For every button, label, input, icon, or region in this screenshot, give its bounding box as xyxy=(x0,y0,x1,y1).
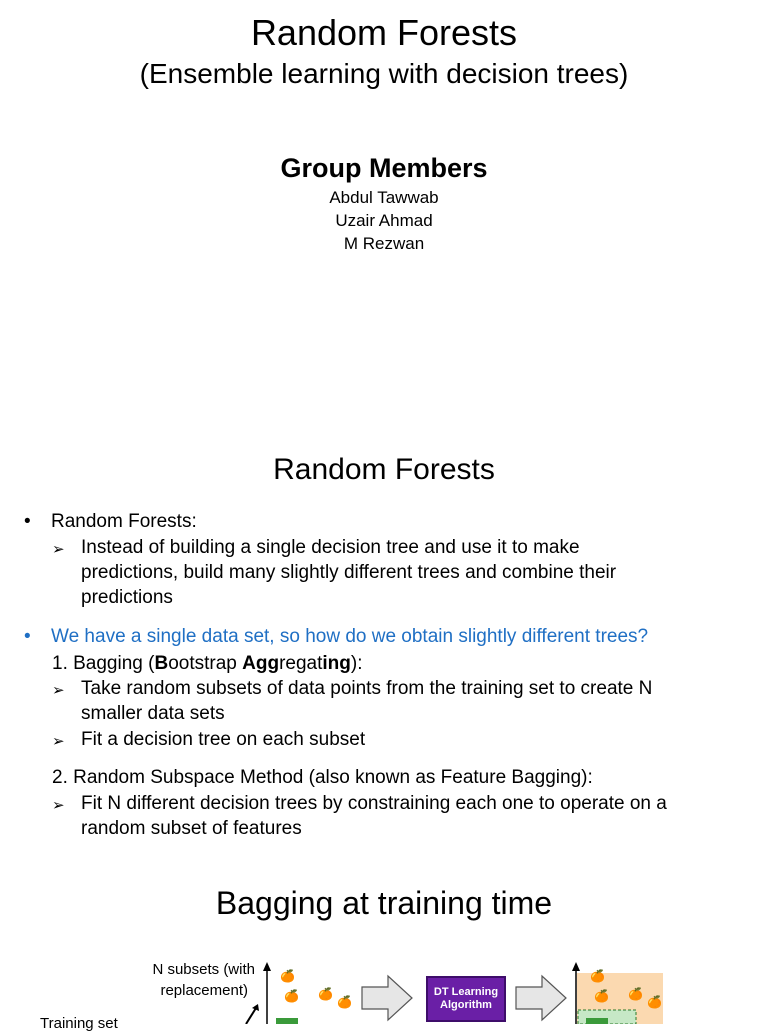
sub-bullet-line: predictions xyxy=(81,587,173,608)
slide1-subtitle: (Ensemble learning with decision trees) xyxy=(139,58,629,89)
orange-fruit-icon: 🍊 xyxy=(337,995,352,1009)
sub-bullet-line: Fit a decision tree on each subset xyxy=(81,729,366,750)
axis-arrow-icon xyxy=(572,962,580,971)
dt-label-line2: Algorithm xyxy=(440,999,492,1011)
arrow-bullet-icon: ➢ xyxy=(52,682,65,699)
group-members-heading: Group Members xyxy=(280,153,488,183)
orange-fruit-icon: 🍊 xyxy=(647,995,662,1009)
bullet-random-forests: Random Forests: xyxy=(51,511,197,532)
bagging-heading xyxy=(52,651,363,676)
sub-bullet-line: smaller data sets xyxy=(81,703,225,724)
dt-learning-algorithm-box xyxy=(426,976,506,1022)
green-fruit-icon xyxy=(276,1018,298,1024)
bagging-ing: ing xyxy=(322,653,351,674)
sub-bullet-line: predictions, build many slightly different trees and combine their xyxy=(81,562,617,583)
orange-fruit-icon: 🍊 xyxy=(590,969,605,983)
bagging-regat: regat xyxy=(279,653,323,674)
slide3-title: Bagging at training time xyxy=(215,885,553,921)
gray-arrow-icon xyxy=(362,976,412,1020)
bagging-diagram xyxy=(0,940,768,1024)
rsm-heading: 2. Random Subspace Method (also known as Feature Bagging): xyxy=(52,767,593,788)
member-name: Abdul Tawwab xyxy=(329,188,439,207)
bullet-icon: • xyxy=(24,511,31,532)
sub-bullet-line: Instead of building a single decision tree and use it to make xyxy=(81,537,580,558)
bagging-suffix: ): xyxy=(350,653,363,674)
bagging-ootstrap: ootstrap xyxy=(168,653,243,674)
bagging-agg: Agg xyxy=(242,653,280,674)
arrow-bullet-icon: ➢ xyxy=(52,797,65,814)
subsets-label-line2: replacement) xyxy=(160,982,248,999)
sub-bullet-line: Take random subsets of data points from the training set to create N xyxy=(81,678,653,699)
axis-arrow-icon xyxy=(263,962,271,971)
arrow-bullet-icon: ➢ xyxy=(52,733,65,750)
sub-bullet-line: Fit N different decision trees by constraining each one to operate on a xyxy=(81,793,667,814)
gray-arrow-icon xyxy=(516,976,566,1020)
bullet-icon: • xyxy=(24,626,31,647)
arrow-bullet-icon: ➢ xyxy=(52,541,65,558)
orange-fruit-icon: 🍊 xyxy=(318,987,333,1001)
bullet-question: We have a single data set, so how do we obtain slightly different trees? xyxy=(51,626,649,647)
dt-label-line1: DT Learning xyxy=(433,986,499,998)
member-name: Uzair Ahmad xyxy=(335,211,433,230)
slide1-title: Random Forests xyxy=(250,12,518,53)
slide2-title: Random Forests xyxy=(273,453,495,486)
sub-bullet-line: random subset of features xyxy=(81,818,302,839)
subsets-label-line1: N subsets (with xyxy=(152,961,255,978)
green-fruit-icon xyxy=(586,1018,608,1024)
orange-fruit-icon: 🍊 xyxy=(594,989,609,1003)
orange-fruit-icon: 🍊 xyxy=(284,989,299,1003)
orange-fruit-icon: 🍊 xyxy=(628,987,643,1001)
training-set-label: Training set xyxy=(40,1015,118,1032)
bagging-b: B xyxy=(154,653,169,674)
orange-fruit-icon: 🍊 xyxy=(280,969,295,983)
pointer-line xyxy=(246,1008,256,1024)
bagging-prefix: 1. Bagging ( xyxy=(52,653,155,674)
member-name: M Rezwan xyxy=(343,234,425,253)
